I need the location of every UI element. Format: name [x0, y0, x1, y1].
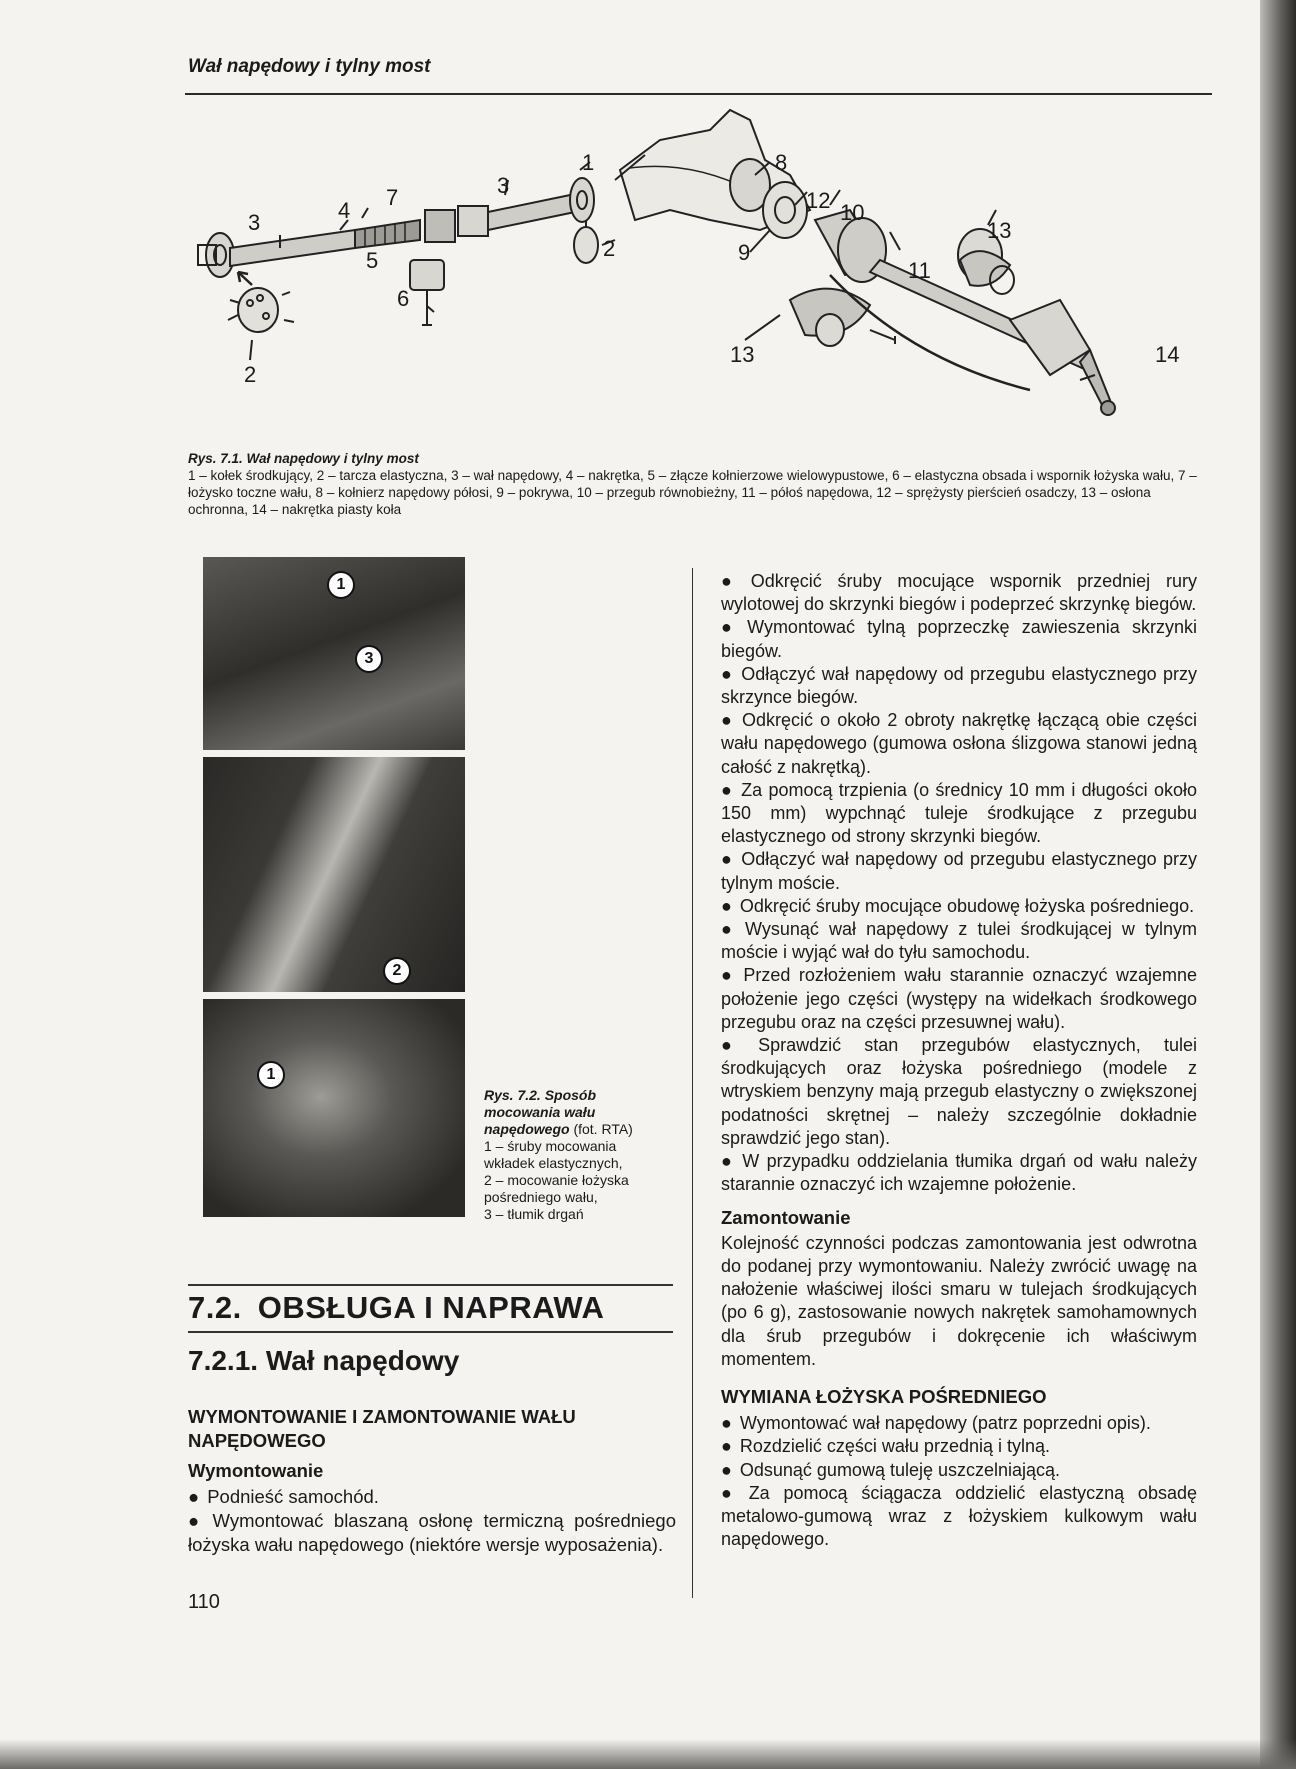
- exploded-view-figure: [190, 100, 1210, 440]
- callout-14: 14: [1155, 342, 1180, 367]
- photo-strip: [203, 557, 465, 1237]
- list-item: ● Odłączyć wał napędowy od przegubu elastycznego przy tylnym moście.: [721, 849, 1198, 893]
- section-number: 7.2.: [188, 1290, 242, 1325]
- list-item: ● W przypadku oddzielania tłumika drgań od wału należy starannie oznaczyć ich wzajemne położenie.: [721, 1151, 1197, 1195]
- figure-caption: [188, 450, 1208, 518]
- callout-11: 11: [908, 258, 931, 283]
- subsection-heading: [188, 1345, 459, 1377]
- header-rule: [185, 93, 1212, 95]
- section-rule: [188, 1284, 673, 1286]
- callout-6: 6: [397, 286, 410, 311]
- block-title: WYMONTOWANIE I ZAMONTOWANIE WAŁU NAPĘDOWEGO: [188, 1406, 576, 1451]
- block-title-bearing: WYMIANA ŁOŻYSKA POŚREDNIEGO: [721, 1385, 1047, 1407]
- sub-title-zamontowanie: Zamontowanie: [721, 1207, 851, 1229]
- callout-3-left: 3: [248, 210, 261, 235]
- list-item: ● Odkręcić śruby mocujące obudowę łożyska pośredniego.: [721, 895, 1195, 916]
- figure-caption-text: 1 – kołek środkujący, 2 – tarcza elastyczna, 3 – wał napędowy, 4 – nakrętka, 5 – złącze kołnierzowe wielowypustowe, 6 – elastyczna obsada i wspornik łożyska wału, 7 – łożysko toczne wału, 8 – kołnierz napędowy półosi, 9 – pokrywa, 10 – przegub równobieżny, 11 – półoś napędowa, 12 – sprężysty pierścień osadczy, 13 – osłona ochronna, 14 – nakrętka piasty koła: [188, 468, 1197, 517]
- photo-caption-line: 2 – mocowanie łożyska pośredniego wału,: [484, 1172, 629, 1205]
- photo-top: [203, 557, 465, 750]
- list-item: ● Za pomocą trzpienia (o średnicy 10 mm i długości około 150 mm) wypchnąć tuleje środkujące z przegubu elastycznego od strony skrzynki biegów.: [721, 779, 1198, 847]
- callout-8: 8: [775, 150, 788, 175]
- list-item: ● Wymontować wał napędowy (patrz poprzedni opis).: [721, 1413, 1151, 1434]
- callout-2-right: 2: [603, 236, 616, 261]
- photo-middle: [203, 757, 465, 992]
- photo-badge-3: 3: [355, 645, 383, 673]
- subsection-number: 7.2.1.: [188, 1345, 259, 1376]
- list-item: ● Sprawdzić stan przegubów elastycznych, tulei środkujących oraz łożyska pośredniego (modele z wtryskiem benzyny mają przegub elastyczny o zwiększonej podatności skrętnej – należy szczególnie dokładnie sprawdzić jego stan).: [721, 1035, 1197, 1148]
- photo-badge-1-lower: 1: [257, 1061, 285, 1089]
- callout-13-lower: 13: [730, 342, 755, 367]
- photo-caption-line: 3 – tłumik drgań: [484, 1206, 584, 1222]
- callout-9: 9: [738, 240, 751, 265]
- left-column: [188, 1405, 676, 1557]
- callout-2-left: 2: [244, 362, 257, 387]
- section-heading: [188, 1290, 604, 1326]
- list-item: ● Odkręcić śruby mocujące wspornik przedniej rury wylotowej do skrzynki biegów i podeprzeć skrzynkę biegów.: [721, 571, 1197, 615]
- figure-caption-title: Rys. 7.1. Wał napędowy i tylny most: [188, 451, 419, 466]
- callout-13-upper: 13: [987, 218, 1012, 243]
- page-edge-shadow: [1260, 0, 1296, 1769]
- list-item: ● Odkręcić o około 2 obroty nakrętkę łączącą obie części wału napędowego (gumowa osłona ślizgowa stanowi jedną całość z nakrętką).: [721, 710, 1198, 777]
- paragraph: Kolejność czynności podczas zamontowania jest odwrotna do podanej przy wymontowaniu. Należy zwrócić uwagę na nałożenie właściwej ilości smaru w tulejach środkujących (po 6 g), zastosowanie nowych nakrętek samohamownych dla śrub przegubów i dokręcenie ich właściwym momentem.: [721, 1232, 1197, 1369]
- callout-12: 12: [806, 188, 831, 213]
- right-column: [721, 570, 1197, 1551]
- list-item: ● Wysunąć wał napędowy z tulei środkującej w tylnym moście i wyjąć wał do tyłu samochodu.: [721, 919, 1197, 963]
- photo-caption-line: 1 – śruby mocowania wkładek elastycznych,: [484, 1138, 623, 1171]
- page-number: 110: [188, 1591, 220, 1613]
- callout-7: 7: [386, 185, 399, 210]
- list-item: ● Wymontować blaszaną osłonę termiczną pośredniego łożyska wału napędowego (niektóre wersje wyposażenia).: [188, 1510, 676, 1555]
- section-underline: [188, 1331, 673, 1333]
- sub-title: Wymontowanie: [188, 1460, 324, 1481]
- list-item: ● Odłączyć wał napędowy od przegubu elastycznego przy skrzynce biegów.: [721, 663, 1198, 708]
- callout-5: 5: [366, 248, 379, 273]
- callout-10: 10: [840, 200, 865, 225]
- photo-badge-1: 1: [327, 571, 355, 599]
- photo-caption: [484, 1087, 670, 1223]
- photo-bottom: [203, 999, 465, 1217]
- page-bottom-shadow: [0, 1739, 1296, 1769]
- photo-badge-2: 2: [383, 957, 411, 985]
- column-divider: [692, 568, 693, 1598]
- list-item: ● Podnieść samochód.: [188, 1486, 379, 1507]
- running-head: Wał napędowy i tylny most: [188, 56, 431, 77]
- list-item: ● Przed rozłożeniem wału starannie oznaczyć wzajemne położenie jego części (występy na widełkach środkowego przegubu oraz na części przesuwnej wału).: [721, 965, 1197, 1032]
- list-item: ● Za pomocą ściągacza oddzielić elastyczną obsadę metalowo-gumową wraz z łożyskiem kulkowym wału napędowego.: [721, 1482, 1197, 1550]
- list-item: ● Rozdzielić części wału przednią i tylną.: [721, 1436, 1051, 1457]
- callout-1: 1: [582, 150, 595, 175]
- spacer: [721, 1371, 1197, 1385]
- callout-4: 4: [338, 198, 351, 223]
- photo-caption-title: Rys. 7.2. Sposób mocowania wału napędowego: [484, 1087, 597, 1137]
- list-item: ● Odsunąć gumową tuleję uszczelniającą.: [721, 1459, 1061, 1480]
- callout-3-center: 3: [497, 173, 510, 198]
- photo-caption-source: (fot. RTA): [569, 1121, 633, 1137]
- list-item: ● Wymontować tylną poprzeczkę zawieszenia skrzynki biegów.: [721, 617, 1198, 661]
- section-title: OBSŁUGA I NAPRAWA: [257, 1290, 605, 1325]
- subsection-title: Wał napędowy: [265, 1345, 460, 1376]
